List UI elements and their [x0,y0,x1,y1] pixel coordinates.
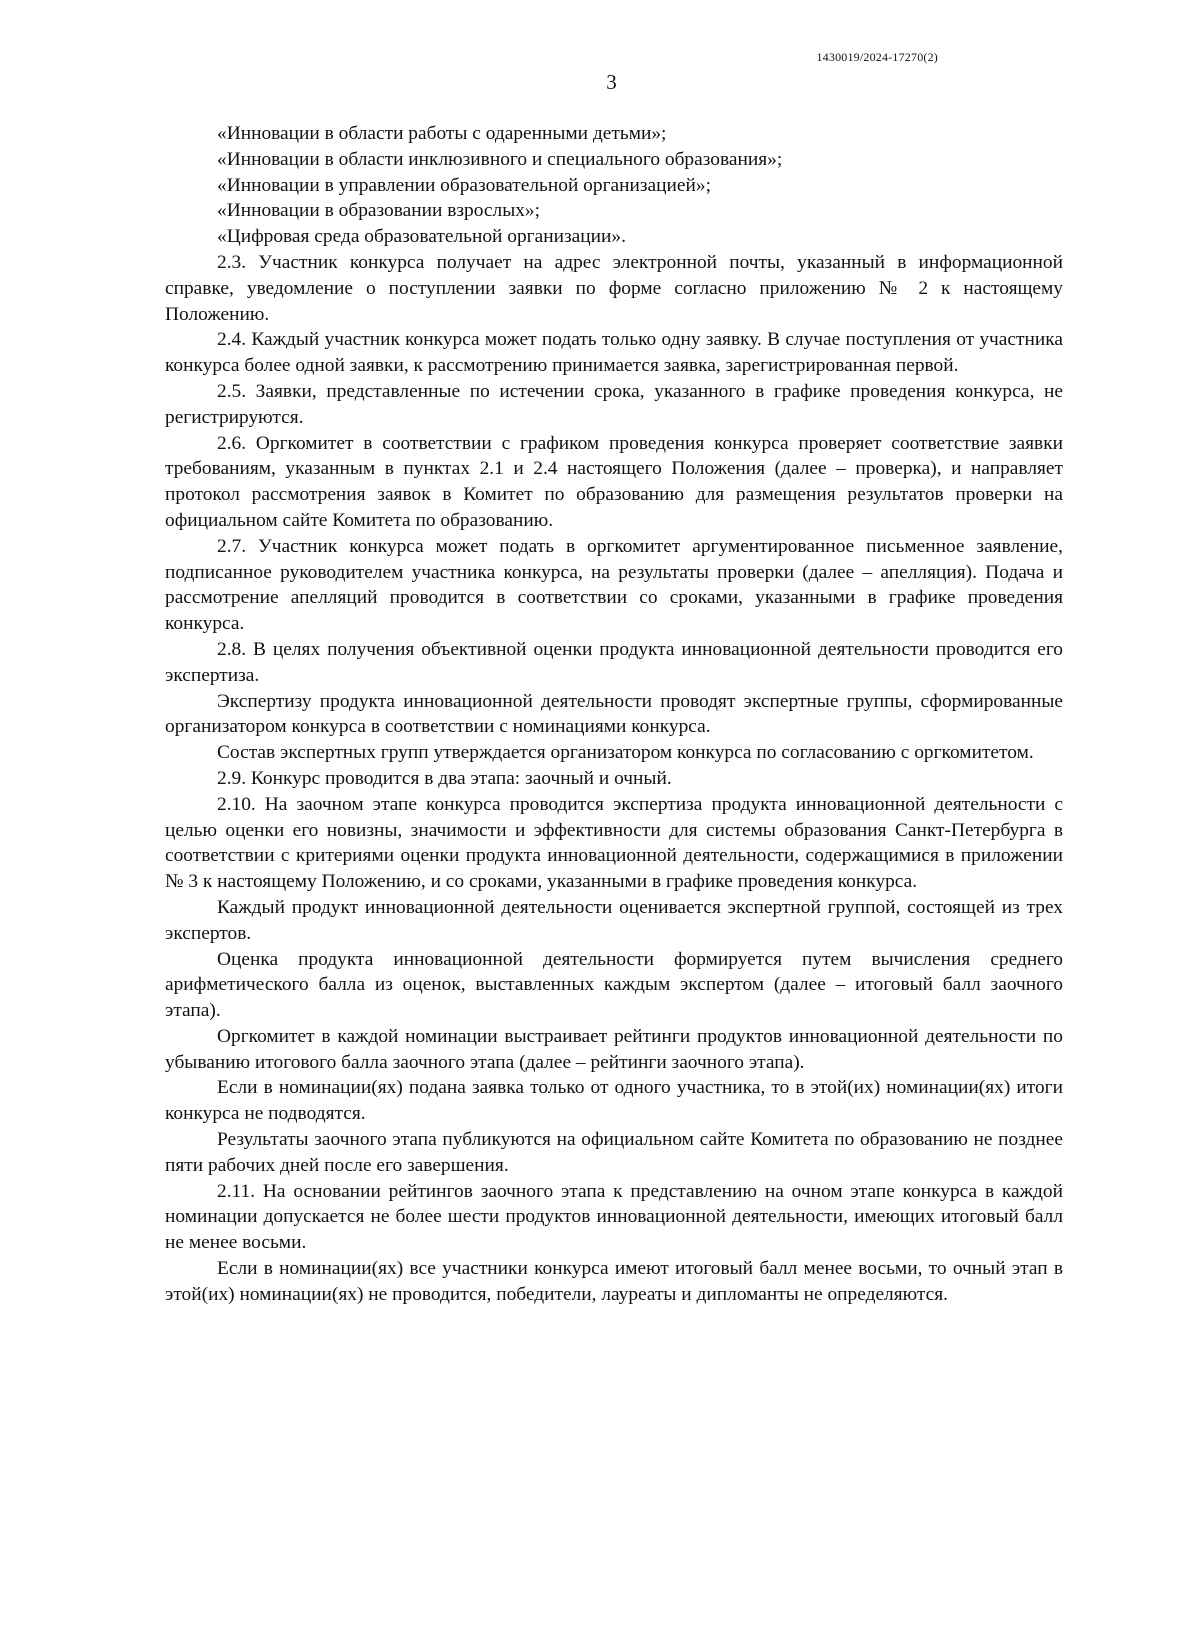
clause-2-10-paragraph: Результаты заочного этапа публикуются на официальном сайте Комитета по образованию не позднее пяти рабочих дней после его завершения. [165,1129,1063,1176]
nomination-item: «Инновации в образовании взрослых»; [217,200,541,222]
clause-2-6: 2.6. Оргкомитет в соответствии с графиком проведения конкурса проверяет соответствие заявки требованиям, указанным в пунктах 2.1 и 2.4 настоящего Положения (далее – проверка), и направляет протокол рассмотрения заявок в Комитет по образованию для размещения результатов проверки на официальном сайте Комитета по образованию. [165,432,1063,531]
nomination-item: «Инновации в управлении образовательной организацией»; [217,174,711,196]
page-number: 3 [606,70,617,94]
document-registration-number: 1430019/2024-17270(2) [816,50,938,64]
clause-2-10-paragraph: Каждый продукт инновационной деятельности оценивается экспертной группой, состоящей из трех экспертов. [165,896,1063,944]
clause-2-8-paragraph: Состав экспертных групп утверждается организатором конкурса по согласованию с оргкомитетом. [217,742,1034,764]
clause-2-10-paragraph: Оценка продукта инновационной деятельности формируется путем вычисления среднего арифметического балла из оценок, выставленных каждым экспертом (далее – итоговый балл заочного этапа). [165,948,1063,1022]
clause-2-10-paragraph: Оргкомитет в каждой номинации выстраивает рейтинги продуктов инновационной деятельности по убыванию итогового балла заочного этапа (далее – рейтинги заочного этапа). [165,1025,1063,1073]
clause-2-9: 2.9. Конкурс проводится в два этапа: заочный и очный. [217,767,672,789]
clause-2-8-paragraph: Экспертизу продукта инновационной деятельности проводят экспертные группы, сформированные организатором конкурса в соответствии с номинациями конкурса. [165,690,1063,738]
clause-2-4: 2.4. Каждый участник конкурса может подать только одну заявку. В случае поступления от участника конкурса более одной заявки, к рассмотрению принимается заявка, зарегистрированная первой. [165,329,1063,377]
document-body [165,121,1063,1308]
clause-2-11-paragraph: Если в номинации(ях) все участники конкурса имеют итоговый балл менее восьми, то очный этап в этой(их) номинации(ях) не проводится, победители, лауреаты и дипломанты не определяются. [165,1258,1063,1305]
clause-2-10: 2.10. На заочном этапе конкурса проводится экспертиза продукта инновационной деятельности с целью оценки его новизны, значимости и эффективности для системы образования Санкт-Петербурга в соответствии с критериями оценки продукта инновационной деятельности, содержащимися в приложении № 3 к настоящему Положению, и со сроками, указанными в графике проведения конкурса. [165,793,1063,893]
clause-2-8: 2.8. В целях получения объективной оценки продукта инновационной деятельности проводится его экспертиза. [165,638,1063,686]
clause-2-3: 2.3. Участник конкурса получает на адрес электронной почты, указанный в информационной справке, уведомление о поступлении заявки по форме согласно приложению № 2 к настоящему Положению. [165,251,1063,325]
nomination-item: «Цифровая среда образовательной организации». [217,226,626,248]
clause-2-5: 2.5. Заявки, представленные по истечении срока, указанного в графике проведения конкурса, не регистрируются. [165,380,1063,428]
clause-2-10-paragraph: Если в номинации(ях) подана заявка только от одного участника, то в этой(их) номинации(ях) итоги конкурса не подводятся. [165,1077,1063,1125]
nomination-item: «Инновации в области работы с одаренными детьми»; [217,123,667,144]
clause-2-7: 2.7. Участник конкурса может подать в оргкомитет аргументированное письменное заявление, подписанное руководителем участника конкурса, на результаты проверки (далее – апелляция). Подача и рассмотрение апелляций проводится в соответствии со сроками, указанными в графике проведения конкурса. [165,535,1063,635]
nomination-item: «Инновации в области инклюзивного и специального образования»; [217,148,783,170]
clause-2-11: 2.11. На основании рейтингов заочного этапа к представлению на очном этапе конкурса в каждой номинации допускается не более шести продуктов инновационной деятельности, имеющих итоговый балл не менее восьми. [165,1180,1063,1254]
